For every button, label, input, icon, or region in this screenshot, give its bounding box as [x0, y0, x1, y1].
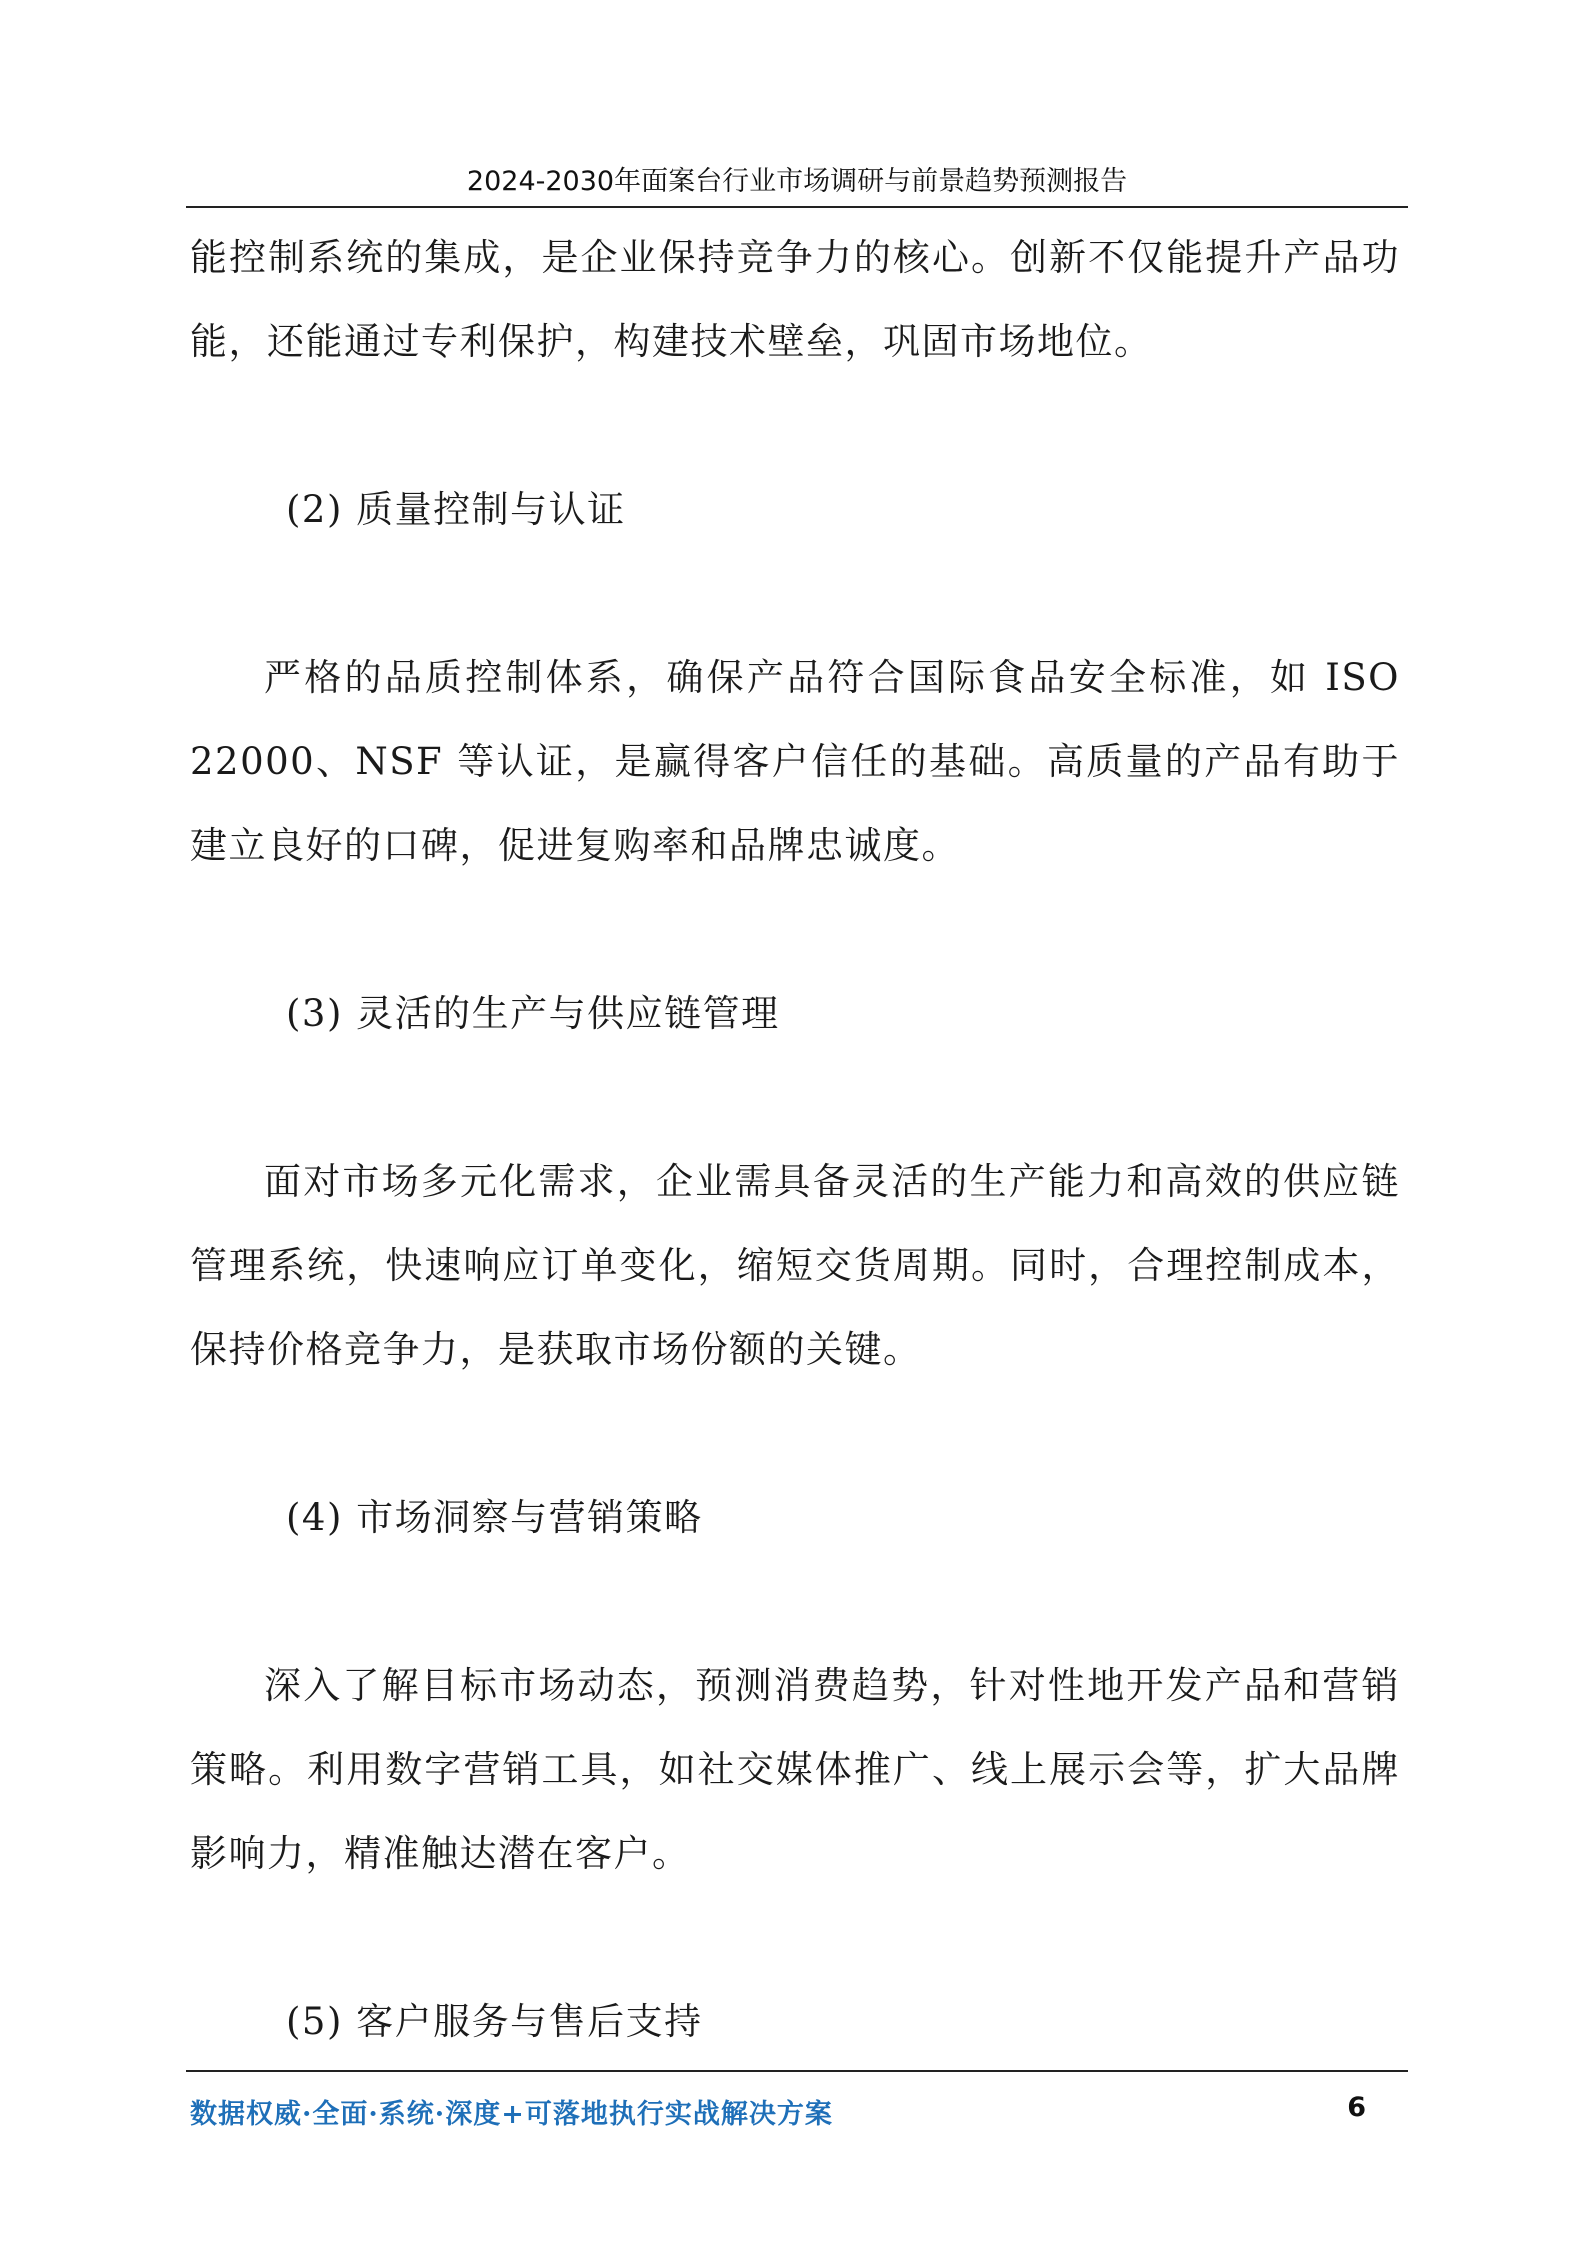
paragraph-marketing: 深入了解目标市场动态，预测消费趋势，针对性地开发产品和营销策略。利用数字营销工具，如社交媒体推广、线上展示会等，扩大品牌影响力，精准触达潜在客户。	[190, 1664, 1400, 1875]
paragraph-quality: 严格的品质控制体系，确保产品符合国际食品安全标准，如 ISO 22000、NSF 等认证，是赢得客户信任的基础。高质量的产品有助于建立良好的口碑，促进复购率和品牌忠诚度。	[190, 656, 1400, 867]
paragraph-supply-chain: 面对市场多元化需求，企业需具备灵活的生产能力和高效的供应链管理系统，快速响应订单变化，缩短交货周期。同时，合理控制成本，保持价格竞争力，是获取市场份额的关键。	[190, 1160, 1400, 1371]
page-content	[190, 216, 1400, 2064]
spacer	[190, 1560, 1400, 1644]
page-number: 6	[1347, 2092, 1366, 2123]
spacer	[190, 1056, 1400, 1140]
page-header	[186, 160, 1408, 208]
section-heading-supply-chain: (3) 灵活的生产与供应链管理	[286, 992, 780, 1035]
spacer	[190, 552, 1400, 636]
spacer	[190, 384, 1400, 468]
footer-slogan: 数据权威·全面·系统·深度+可落地执行实战解决方案	[190, 2099, 833, 2130]
section-heading-marketing: (4) 市场洞察与营销策略	[286, 1496, 703, 1539]
section-heading-quality: (2) 质量控制与认证	[286, 488, 626, 531]
spacer	[190, 888, 1400, 972]
paragraph-innovation: 能控制系统的集成，是企业保持竞争力的核心。创新不仅能提升产品功能，还能通过专利保护，构建技术壁垒，巩固市场地位。	[190, 236, 1400, 363]
spacer	[190, 1896, 1400, 1980]
page-footer	[186, 2070, 1408, 2130]
section-heading-customer-service: (5) 客户服务与售后支持	[286, 2000, 703, 2043]
report-title: 2024-2030年面案台行业市场调研与前景趋势预测报告	[466, 166, 1128, 197]
spacer	[190, 1392, 1400, 1476]
